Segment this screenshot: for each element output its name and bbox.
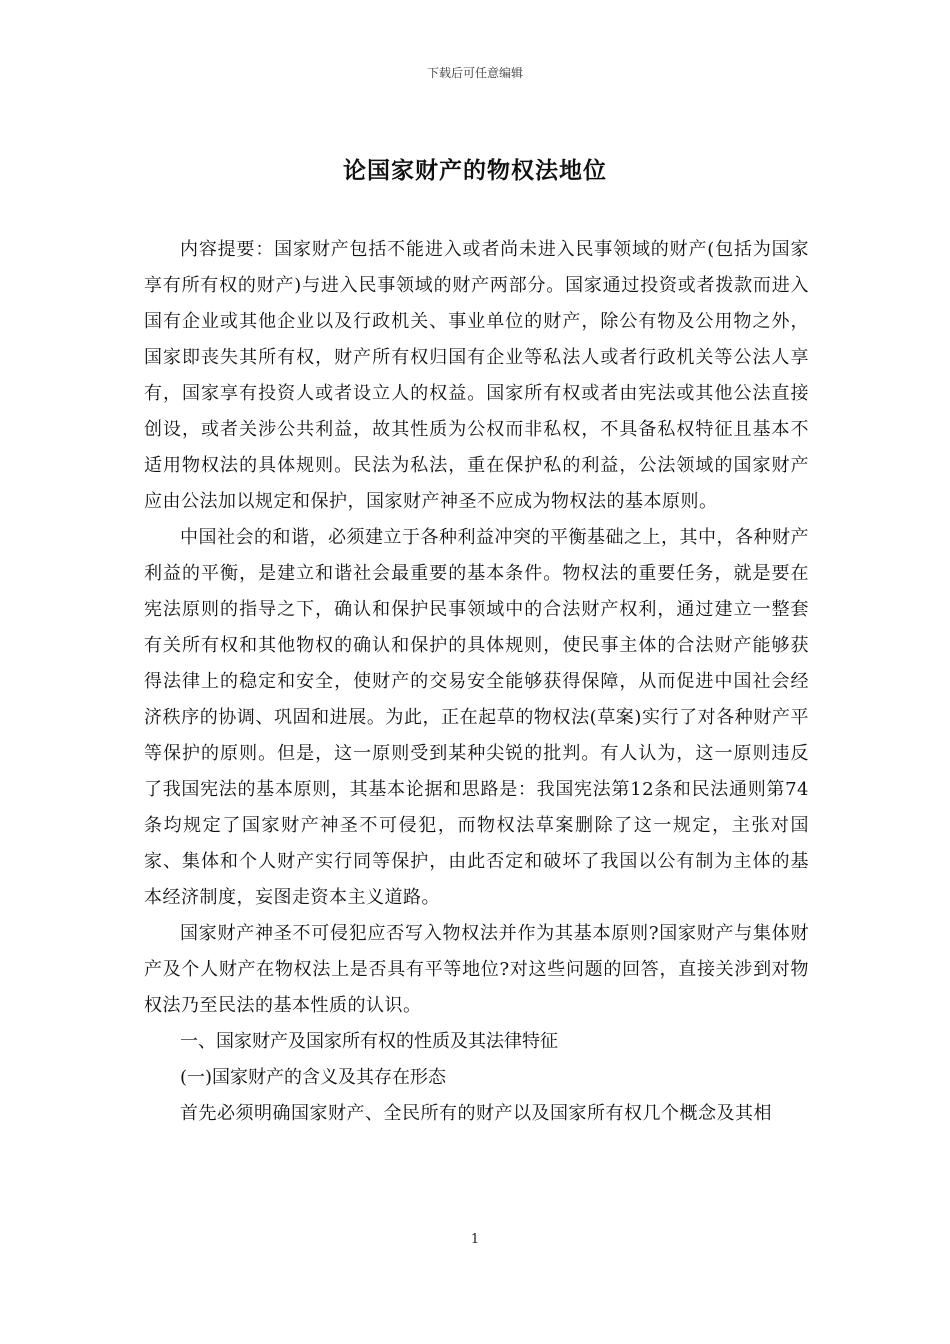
- document-body: [144, 232, 809, 1132]
- header-note: 下载后可任意编辑: [426, 66, 523, 80]
- paragraph-introduction: 中国社会的和谐，必须建立于各种利益冲突的平衡基础之上，其中，各种财产利益的平衡，是建立和谐社会最重要的基本条件。物权法的重要任务，就是要在宪法原则的指导之下，确认和保护民事领域中的合法财产权利，通过建立一整套有关所有权和其他物权的确认和保护的具体规则，使民事主体的合法财产能够获得法律上的稳定和安全，使财产的交易安全能够获得保障，从而促进中国社会经济秩序的协调、巩固和进展。为此，正在起草的物权法(草案)实行了对各种财产平等保护的原则。但是，这一原则受到某种尖锐的批判。有人认为，这一原则违反了我国宪法的基本原则，其基本论据和思路是：我国宪法第12条和民法通则第74条均规定了国家财产神圣不可侵犯，而物权法草案删除了这一规定，主张对国家、集体和个人财产实行同等保护，由此否定和破坏了我国以公有制为主体的基本经济制度，妄图走资本主义道路。: [144, 527, 809, 908]
- document-title: 论国家财产的物权法地位: [343, 157, 607, 184]
- paragraph-continued: 首先必须明确国家财产、全民所有的财产以及国家所有权几个概念及其相: [180, 1103, 772, 1124]
- paragraph-abstract: 内容提要：国家财产包括不能进入或者尚未进入民事领域的财产(包括为国家享有所有权的财产)与进入民事领域的财产两部分。国家通过投资或者拨款而进入国有企业或其他企业以及行政机关、事业单位的财产，除公有物及公用物之外，国家即丧失其所有权，财产所有权归国有企业等私法人或者行政机关等公法人享有，国家享有投资人或者设立人的权益。国家所有权或者由宪法或其他公法直接创设，或者关涉公共利益，故其性质为公权而非私权，不具备私权特征且基本不适用物权法的具体规则。民法为私法，重在保护私的利益，公法领域的国家财产应由公法加以规定和保护，国家财产神圣不应成为物权法的基本原则。: [144, 239, 809, 512]
- section-heading: 一、国家财产及国家所有权的性质及其法律特征: [180, 1031, 558, 1052]
- page-number: 1: [470, 1232, 480, 1247]
- paragraph-questions: 国家财产神圣不可侵犯应否写入物权法并作为其基本原则?国家财产与集体财产及个人财产在物权法上是否具有平等地位?对这些问题的回答，直接关涉到对物权法乃至民法的基本性质的认识。: [144, 923, 809, 1016]
- subsection-heading: (一)国家财产的含义及其存在形态: [180, 1067, 447, 1088]
